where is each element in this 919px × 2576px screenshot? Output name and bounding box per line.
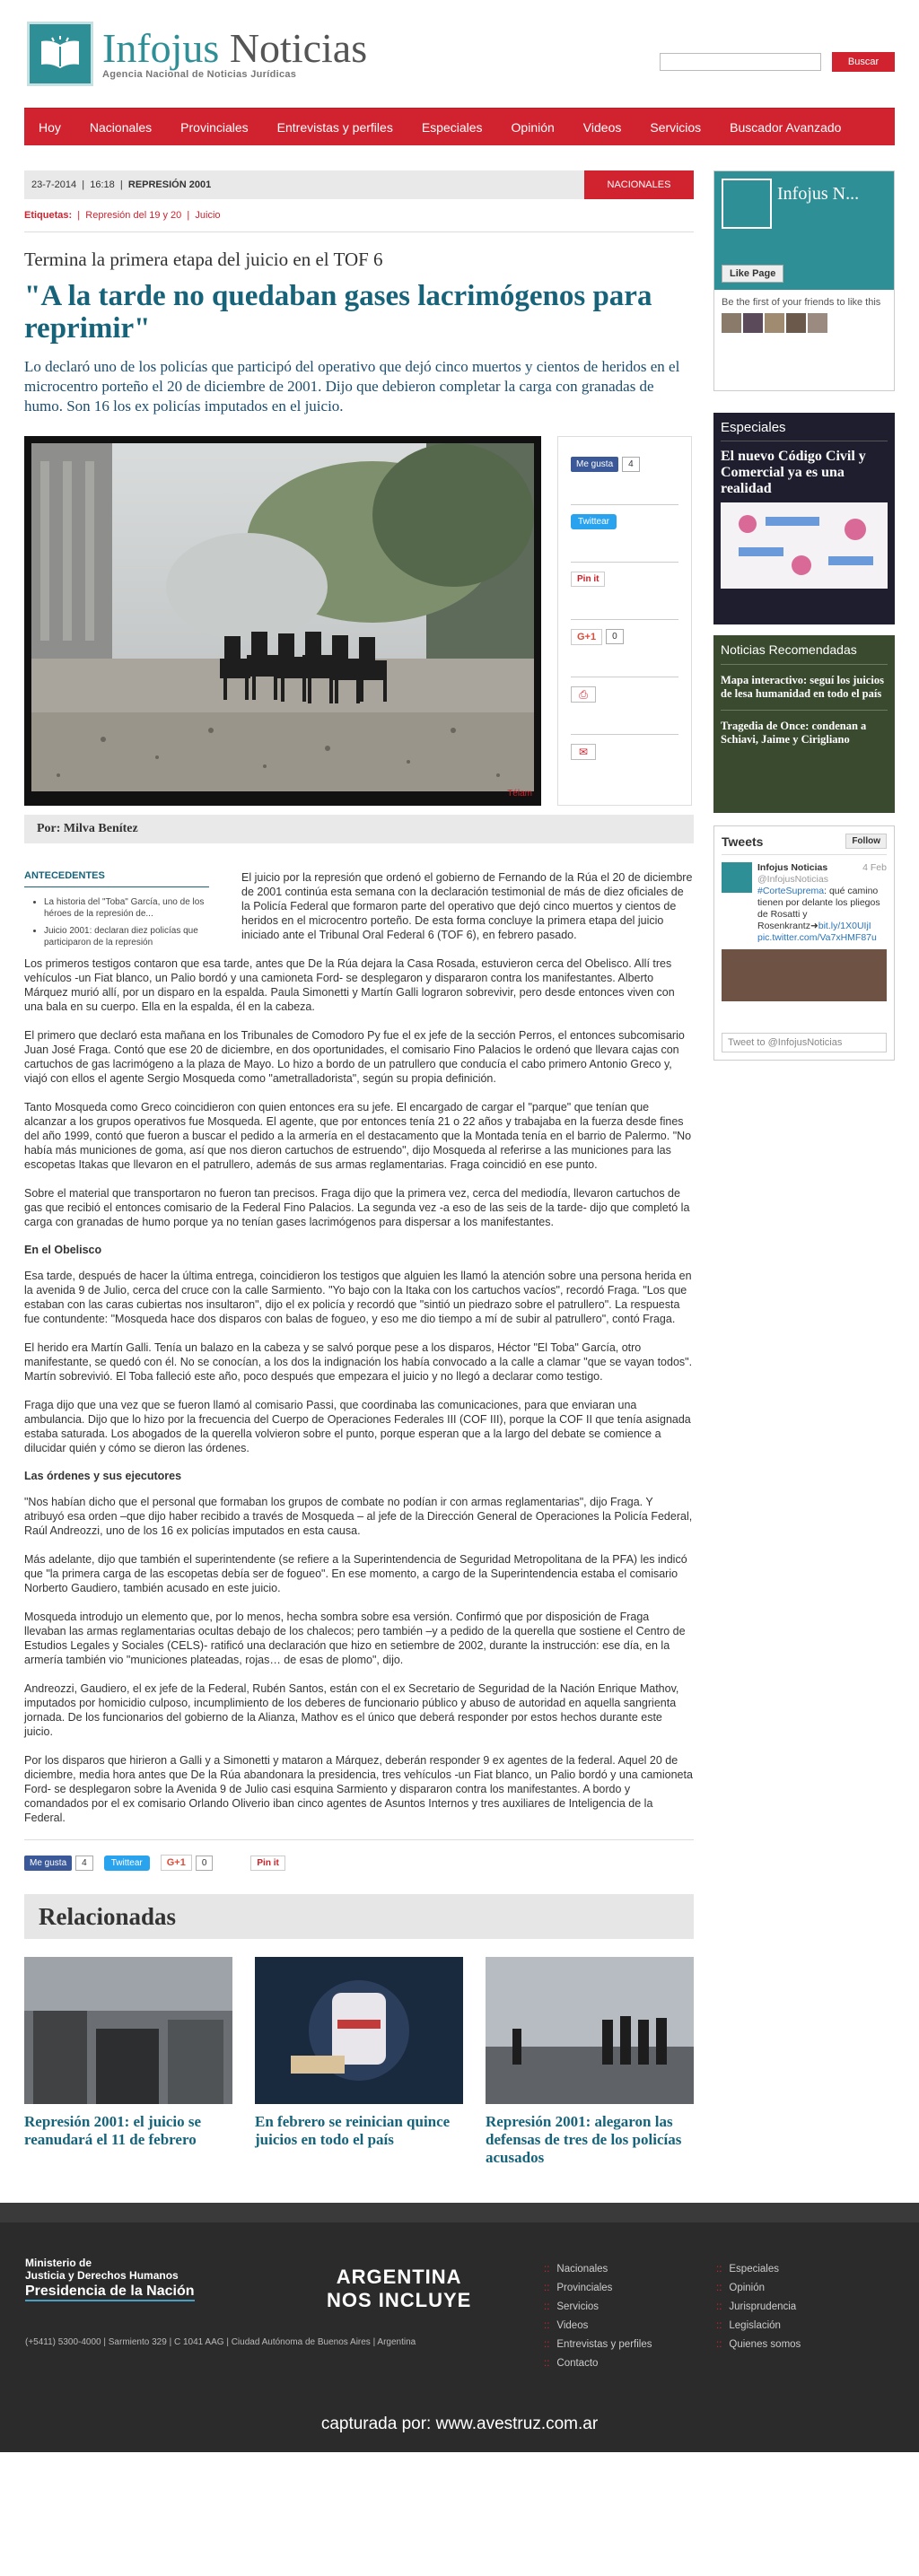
paragraph: Fraga dijo que una vez que se fueron llamó al comisario Passi, que coordinaba las comunicaciones, para que enviaran una ambulancia. Dijo que lo hizo por la frecuencia del Cuerpo de Operaciones Federales III (COF III), porque la COF II que tenía asignada estaba saturada. Los abogados de la querella volvieron sobre el punto, porque esperan que a la largo del debate se comience a dilucidar quién y cómo se dieron las órdenes. bbox=[24, 1399, 691, 1454]
article-author: Por: Milva Benítez bbox=[24, 815, 694, 843]
recommended-item[interactable]: Tragedia de Once: condenan a Schiavi, Jaime y Cirigliano bbox=[721, 720, 867, 746]
especiales-item-title[interactable]: El nuevo Código Civil y Comercial ya es una realidad bbox=[721, 449, 866, 496]
meta-bar: 23-7-2014 | 16:18 | REPRESIÓN 2001 NACIONALES bbox=[24, 170, 694, 199]
section-tag: REPRESIÓN 2001 bbox=[127, 179, 212, 190]
email-icon[interactable]: ✉ bbox=[571, 744, 596, 760]
paragraph: Andreozzi, Gaudiero, el ex jefe de la Federal, Rubén Santos, están con el ex Secretario de Seguridad de la Nación Enrique Mathov, imputados por homicidio culposo, incumplimiento de los deberes de funcionario público y abuso de autoridad en aquella sangrienta jornada. De los funcionarios del gobierno de la Alianza, Mathov es el único que deberá responder por estos hechos durante este juicio. bbox=[24, 1682, 679, 1738]
facebook-like-button-bottom[interactable]: Me gusta bbox=[24, 1856, 72, 1871]
ministerio-line-1: Ministerio de bbox=[25, 2257, 92, 2269]
tags-label: Etiquetas: bbox=[24, 210, 73, 221]
facebook-like-count: 4 bbox=[622, 457, 640, 472]
footer-address: (+5411) 5300-4000 | Sarmiento 329 | C 1041 AAG | Ciudad Autónoma de Buenos Aires | Argentina bbox=[25, 2337, 416, 2347]
footer-link[interactable]: :: Entrevistas y perfiles bbox=[544, 2336, 652, 2354]
related-image[interactable] bbox=[255, 1957, 463, 2104]
antecedentes-box bbox=[24, 870, 209, 954]
paragraph: Los primeros testigos contaron que esa tarde, antes que De la Rúa dejara la Casa Rosada, estuvieron cerca del Obelisco. Allí tres vehículos -un Fiat blanco, un Palio bordó y una camioneta Ford- se desplegaron y dispararon contra los manifestantes. Alberto Márquez murió allí, por un disparo en la espalda. Paula Simonetti y Martín Galli lograron sobrevivir, pero desde entonces viven con una bala en su cuerpo. Ella en la espalda, él en la cabeza. bbox=[24, 957, 675, 1013]
related-item[interactable] bbox=[255, 1957, 463, 2167]
article-time: 16:18 bbox=[90, 179, 115, 190]
nav-hoy[interactable]: Hoy bbox=[39, 119, 61, 135]
especiales-title: Especiales bbox=[721, 420, 888, 441]
nav-nacionales[interactable]: Nacionales bbox=[89, 119, 153, 135]
twitter-share-button-bottom[interactable]: Twittear bbox=[104, 1856, 150, 1871]
footer-link[interactable]: :: Legislación bbox=[716, 2317, 801, 2336]
argentina-line-2: NOS INCLUYE bbox=[327, 2289, 472, 2311]
argentina-line-1: ARGENTINA bbox=[336, 2266, 462, 2288]
print-icon[interactable]: ⎙ bbox=[571, 686, 596, 703]
tweet bbox=[722, 862, 887, 944]
nav-provinciales[interactable]: Provinciales bbox=[180, 119, 249, 135]
paragraph: "Nos habían dicho que el personal que formaban los grupos de combate no podían ir con armas reglamentarias", dijo Fraga. Y atribuyó esa orden –que dijo haber recibido a través de Mosqueda – al jefe de la Dirección General de Operaciones la Policía Federal, Raúl Andreozzi, uno de los 16 ex policías imputados en esta causa. bbox=[24, 1496, 693, 1537]
nav-videos[interactable]: Videos bbox=[582, 119, 622, 135]
paragraph: Por los disparos que hirieron a Galli y a Simonetti y mataron a Márquez, deberán responder 9 ex agentes de la federal. Aquel 20 de diciembre, media hora antes que De la Rúa abandonara la presidencia, tres vehículos -un Fiat blanco, un Palio bordó y una camioneta Ford- se desplegaron sobre la Avenida 9 de Julio casi esquina Sarmiento y dispararon contra los manifestantes. A bordo y comandados por el ex comisario Orlando Oliverio iban cinco agentes de Asuntos Internos y tres auxiliares de Inteligencia de la Federal. bbox=[24, 1754, 693, 1824]
tweet-link[interactable]: bit.ly/1X0UIjI pic.twitter.com/Va7xHMF87u bbox=[757, 921, 877, 943]
tag-link-juicio[interactable]: Juicio bbox=[195, 210, 221, 221]
footer-links-col-2 bbox=[716, 2260, 801, 2354]
related-title: Relacionadas bbox=[24, 1894, 694, 1939]
tweet-text: : qué camino tienen por delante los pliegos de Rosatti y Rosenkrantz➜ bbox=[757, 886, 880, 931]
paragraph: Tanto Mosqueda como Greco coincidieron con quien entonces era su jefe. El encargado de cargar el "parque" que tenían que alcanzar a los grupos operativos fue Mosqueda. El agente, que por entonces tenía 21 o 22 años y trabajaba en la fuerza desde fines del año 1999, contó que fueron a buscar el pedido a la armería en el destacamento que la Montada tenía en el barrio de Palermo. "No había más municiones de goma, así que nos dieron cartuchos de estruendo", dijo Mosqueda al referirse a las municiones para las escopetas Itakas que llevaron en el patrullero, además de sus armas reglamentarias. Fraga coincidió en ese punto. bbox=[24, 1101, 692, 1171]
related-image[interactable] bbox=[24, 1957, 232, 2104]
brand-second: Noticias bbox=[229, 25, 368, 71]
google-plus-count: 0 bbox=[606, 629, 624, 644]
article-title: "A la tarde no quedaban gases lacrimógenos para reprimir" bbox=[24, 280, 652, 345]
related-item[interactable] bbox=[24, 1957, 232, 2167]
nav-entrevistas[interactable]: Entrevistas y perfiles bbox=[276, 119, 393, 135]
footer-link[interactable]: :: Especiales bbox=[716, 2260, 801, 2279]
google-plus-button[interactable]: G+1 bbox=[571, 629, 602, 645]
footer-link[interactable]: :: Servicios bbox=[544, 2298, 652, 2317]
fb-like-page-button[interactable]: Like Page bbox=[722, 265, 783, 283]
antecedentes-title: ANTECEDENTES bbox=[24, 870, 209, 887]
paragraph: Mosqueda introdujo un elemento que, por lo menos, hecha sombra sobre esa versión. Confirmó que por disposición de Fraga llevaban las armas reglamentarias ocultas debajo de los chalecos; pero también –y a pedido de la querella que sostiene el Centro de Estudios Legales y Sociales (CELS)- ratificó una declaración que hizo en setiembre de 2002, durante la instrucción: ese día, en la armería también vio "municiones plateadas, rojas… de esas de plomo", dijo. bbox=[24, 1611, 686, 1666]
article-body bbox=[24, 956, 694, 1825]
tweets-title: Tweets bbox=[722, 834, 764, 849]
sidebar bbox=[713, 170, 895, 2167]
twitter-share-button[interactable]: Twittear bbox=[571, 514, 617, 529]
footer-link[interactable]: :: Videos bbox=[544, 2317, 652, 2336]
fb-friends-text: Be the first of your friends to like this bbox=[722, 297, 881, 308]
footer-link[interactable]: :: Contacto bbox=[544, 2354, 652, 2373]
facebook-like-count-bottom: 4 bbox=[75, 1856, 93, 1871]
tweet-handle[interactable]: @InfojusNoticias bbox=[757, 874, 828, 885]
nav-buscador[interactable]: Buscador Avanzado bbox=[730, 119, 842, 135]
google-plus-button-bottom[interactable]: G+1 bbox=[161, 1855, 192, 1871]
nav-especiales[interactable]: Especiales bbox=[421, 119, 483, 135]
footer-link[interactable]: :: Opinión bbox=[716, 2279, 801, 2298]
argentina-logo bbox=[327, 2266, 471, 2312]
ministerio-logo[interactable] bbox=[25, 2257, 195, 2301]
related-item-title[interactable]: En febrero se reinician quince juicios en todo el país bbox=[255, 2113, 451, 2148]
fb-page-name[interactable]: Infojus N... bbox=[777, 184, 860, 204]
nav-servicios[interactable]: Servicios bbox=[650, 119, 702, 135]
subheading: En el Obelisco bbox=[24, 1244, 102, 1256]
footer-link[interactable]: :: Jurisprudencia bbox=[716, 2298, 801, 2317]
main-nav bbox=[24, 108, 895, 145]
related-item[interactable] bbox=[486, 1957, 694, 2167]
article-content bbox=[24, 170, 694, 2167]
recommended-item[interactable]: Mapa interactivo: seguí los juicios de lesa humanidad en todo el país bbox=[721, 674, 888, 711]
tweets-widget bbox=[713, 825, 895, 1061]
tweet-avatar[interactable] bbox=[722, 862, 752, 893]
especiales-widget bbox=[713, 413, 895, 624]
share-bottom bbox=[24, 1839, 694, 1871]
ministerio-line-2: Justicia y Derechos Humanos bbox=[25, 2269, 179, 2282]
tweet-user[interactable]: Infojus Noticias bbox=[757, 862, 828, 873]
site-header bbox=[24, 0, 895, 108]
presidencia-text: Presidencia de la Nación bbox=[25, 2283, 195, 2301]
article-kicker: Termina la primera etapa del juicio en el TOF 6 bbox=[24, 249, 383, 270]
tweet-date: 4 Feb bbox=[862, 862, 887, 873]
paragraph: El primero que declaró esta mañana en los Tribunales de Comodoro Py fue el ex jefe de la sección Perros, el entonces subcomisario Juan José Fraga. Contó que ese 20 de diciembre, en dos oportunidades, el comisario Fino Palacios le ordenó que llevara cajas con cartuchos de gas lacrimógeno a la plaza de Mayo. Lo hizo a bordo de un patrullero que conducía el cabo primero Antonio Greco y, viajó con ellos el agente Sergio Mosqueda como "ametralladorista", según su propia definición. bbox=[24, 1029, 685, 1085]
capture-credit: capturada por: www.avestruz.com.ar bbox=[0, 2414, 919, 2452]
tweet-to-input[interactable]: Tweet to @InfojusNoticias bbox=[722, 1033, 887, 1052]
pinterest-button-bottom[interactable]: Pin it bbox=[250, 1856, 284, 1871]
google-plus-count-bottom: 0 bbox=[196, 1856, 214, 1871]
book-logo-icon bbox=[27, 22, 93, 86]
tweet-image[interactable] bbox=[722, 949, 887, 1001]
category-badge[interactable]: NACIONALES bbox=[584, 170, 694, 199]
search-button[interactable]: Buscar bbox=[832, 52, 895, 72]
footer-link[interactable]: :: Nacionales bbox=[544, 2260, 652, 2279]
search-input[interactable] bbox=[660, 53, 821, 71]
article-photo[interactable] bbox=[24, 436, 541, 806]
paragraph: Sobre el material que transportaron no fueron tan precisos. Fraga dijo que la primera vez, cerca del mediodía, llevaron cartuchos de gas que recibió el entonces comisario de la Federal Fino Palacios. La segunda vez -a eso de las seis de la tarde- dijo que completó la carga con granadas de humo porque ya no tenían gases lacrimógenos para dispersar a los manifestantes. bbox=[24, 1187, 690, 1228]
article-date: 23-7-2014 bbox=[31, 179, 77, 190]
related-section bbox=[24, 1894, 694, 2167]
fb-page-logo[interactable] bbox=[722, 179, 772, 229]
paragraph: El herido era Martín Galli. Tenía un balazo en la cabeza y se salvó porque pese a los disparos, Héctor "El Toba" García, otro manifestante, se quedó con él. No se conocían, a los dos la indignación los había convocado a la calle a clamar "que se vayan todos". Martín sobrevivió. El Toba falleció este año, poco después que empezara el juicio y no llegó a declarar como testigo. bbox=[24, 1341, 693, 1383]
footer-link[interactable]: :: Quienes somos bbox=[716, 2336, 801, 2354]
recommended-widget bbox=[713, 635, 895, 813]
pinterest-button[interactable]: Pin it bbox=[571, 572, 605, 587]
paragraph: Más adelante, dijo que también el superintendente (se refiere a la Superintendencia de Seguridad Metropolitana de la PFA) les indicó que "la primera carga de las escopetas debía ser de fogueo". En ese momento, a cargo de la Superintendencia estaba el comisario Norberto Gaudiero, también acusado en este juicio. bbox=[24, 1553, 687, 1594]
photo-caption: Télam bbox=[507, 789, 532, 799]
recommended-title: Noticias Recomendadas bbox=[721, 642, 888, 665]
subheading: Las órdenes y sus ejecutores bbox=[24, 1470, 182, 1482]
facebook-page-widget bbox=[713, 170, 895, 391]
facebook-like-button[interactable]: Me gusta bbox=[571, 457, 618, 472]
twitter-follow-button[interactable]: Follow bbox=[845, 834, 887, 849]
footer-links-col-1 bbox=[544, 2260, 652, 2373]
related-item-title[interactable]: Represión 2001: el juicio se reanudará el 11 de febrero bbox=[24, 2113, 202, 2148]
tweet-hashtag[interactable]: #CorteSuprema bbox=[757, 886, 825, 896]
article-lead: Lo declaró uno de los policías que participó del operativo que dejó cinco muertos y cientos de heridos en el microcentro porteño el 20 de diciembre de 2001. Dijo que debieron completar la carga con granadas de humo. Son 16 los ex policías imputados en el juicio. bbox=[24, 358, 680, 415]
search-form bbox=[660, 52, 895, 72]
site-logo[interactable] bbox=[27, 22, 367, 86]
tags-row: Etiquetas: | Represión del 19 y 20 | Juicio bbox=[24, 210, 694, 232]
antecedente-link[interactable]: • La historia del "Toba" García, uno de los héroes de la represión de... bbox=[44, 896, 209, 920]
share-panel bbox=[557, 436, 692, 806]
nav-opinion[interactable]: Opinión bbox=[511, 119, 555, 135]
related-image[interactable] bbox=[486, 1957, 694, 2104]
fb-friend-thumbs bbox=[722, 313, 887, 333]
brand-tagline: Agencia Nacional de Noticias Jurídicas bbox=[102, 69, 297, 80]
related-item-title[interactable]: Represión 2001: alegaron las defensas de tres de los policías acusados bbox=[486, 2113, 682, 2166]
antecedente-link[interactable]: • Juicio 2001: declaran diez policías que participaron de la represión bbox=[44, 925, 209, 948]
especiales-image[interactable] bbox=[721, 502, 888, 589]
paragraph: El juicio por la represión que ordenó el gobierno de Fernando de la Rúa el 20 de diciembre de 2001 continúa esta semana con la declaración testimonial de más de diez oficiales de la Policía Federal que formaron parte del operativo que dejó cinco muertos y cientos de heridos en el microcentro porteño. De esta forma concluye la primera etapa del juicio iniciado ante el Tribunal Oral Federal 6 (TOF 6), en febrero pasado. bbox=[241, 871, 693, 941]
paragraph: Esa tarde, después de hacer la última entrega, coincidieron los testigos que alguien les llamó la atención sobre una persona herida en la avenida 9 de Julio, cerca del cruce con la calle Sarmiento. "Yo bajo con la Itaka con los cartuchos vacíos", recordó Fraga. "Los que estaban con las caras cubiertas nos insultaron", dijo el ex policía y recordó que "sintió un piedrazo sobre el patrullero". La respuesta fue contundente: "Mosqueda hace dos disparos con balas de fogueo, y eso me dio tiempo a mí de subir al patrullero", contó Fraga. bbox=[24, 1270, 692, 1325]
tag-link-represion[interactable]: Represión del 19 y 20 bbox=[85, 210, 182, 221]
footer-link[interactable]: :: Provinciales bbox=[544, 2279, 652, 2298]
site-footer bbox=[0, 2203, 919, 2414]
brand-main: Infojus bbox=[102, 25, 220, 71]
